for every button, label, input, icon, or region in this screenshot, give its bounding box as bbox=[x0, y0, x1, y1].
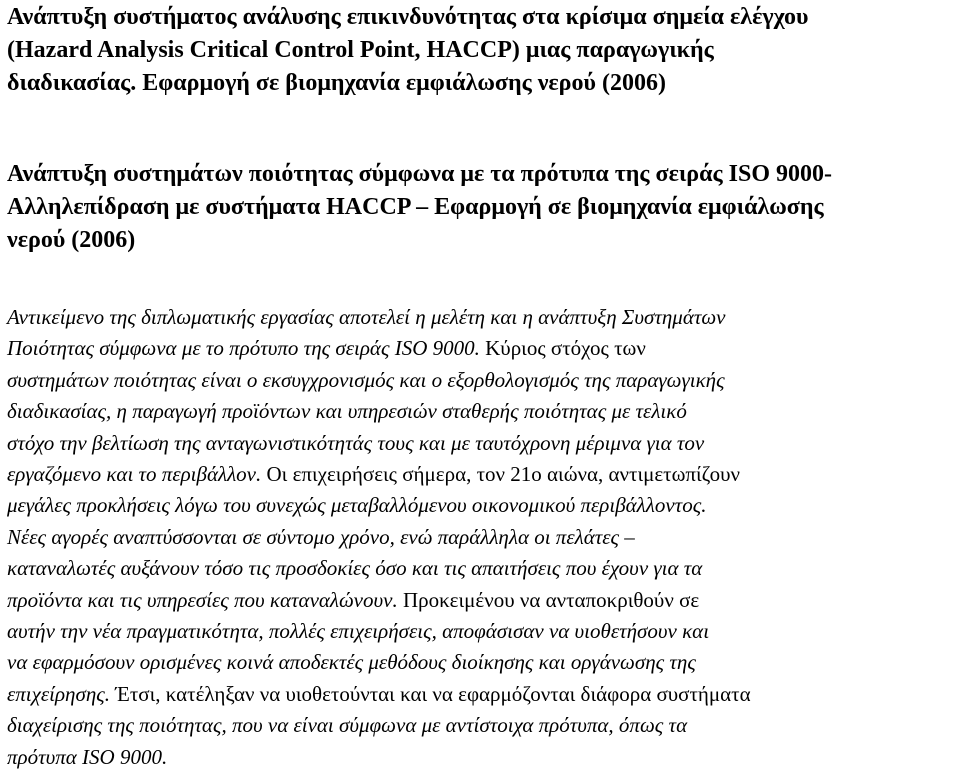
abstract-text: μεγάλες προκλήσεις λόγω του συνεχώς μεταβαλλόμενου οικονομικού περιβάλλοντος. bbox=[7, 493, 707, 518]
abstract-line bbox=[7, 302, 955, 333]
abstract-line bbox=[7, 585, 955, 616]
title-line: Ανάπτυξη συστήματος ανάλυσης επικινδυνότητας στα κρίσιμα σημεία ελέγχου bbox=[7, 4, 809, 30]
title-haccp bbox=[7, 0, 955, 100]
abstract-text: να εφαρμόσουν ορισμένες κοινά αποδεκτές μεθόδους διοίκησης και οργάνωσης της bbox=[7, 650, 696, 675]
title-line: νερού (2006) bbox=[7, 227, 136, 253]
abstract-text: πρότυπα ISO 9000. bbox=[7, 744, 168, 769]
title-line: Ανάπτυξη συστημάτων ποιότητας σύμφωνα με τα πρότυπα της σειράς ISO 9000- bbox=[7, 161, 832, 187]
abstract-text: εργαζόμενο και το περιβάλλον. bbox=[7, 462, 262, 487]
title-line: διαδικασίας. Εφαρμογή σε βιομηχανία εμφιάλωσης νερού (2006) bbox=[7, 70, 666, 96]
abstract-text: Οι επιχειρήσεις σήμερα, τον 21ο αιώνα, αντιμετωπίζουν bbox=[261, 462, 740, 487]
abstract-text: καταναλωτές αυξάνουν τόσο τις προσδοκίες όσο και τις απαιτήσεις που έχουν για τα bbox=[7, 556, 703, 581]
abstract-text: στόχο την βελτίωση της ανταγωνιστικότητάς τους και με ταυτόχρονη μέριμνα για τον bbox=[7, 430, 705, 455]
abstract-line bbox=[7, 522, 955, 553]
abstract-text: Κύριος στόχος των bbox=[479, 336, 646, 361]
abstract-line bbox=[7, 679, 955, 710]
abstract-text: Προκειμένου να ανταποκριθούν σε bbox=[397, 587, 700, 612]
abstract-line bbox=[7, 616, 955, 647]
abstract-paragraph bbox=[7, 302, 955, 773]
abstract-line bbox=[7, 396, 955, 427]
title-line: Αλληλεπίδραση με συστήματα HACCP – Εφαρμογή σε βιομηχανία εμφιάλωσης bbox=[7, 194, 824, 220]
title-iso9000 bbox=[7, 157, 955, 257]
abstract-line bbox=[7, 365, 955, 396]
title-line: (Hazard Analysis Critical Control Point, HACCP) μιας παραγωγικής bbox=[7, 37, 714, 63]
abstract-text: διαδικασίας, η παραγωγή προϊόντων και υπηρεσιών σταθερής ποιότητας με τελικό bbox=[7, 399, 687, 424]
abstract-line bbox=[7, 333, 955, 364]
abstract-line bbox=[7, 742, 955, 773]
abstract-text: συστημάτων ποιότητας είναι ο εκσυγχρονισμός και ο εξορθολογισμός της παραγωγικής bbox=[7, 367, 725, 392]
abstract-line bbox=[7, 647, 955, 678]
abstract-text: επιχείρησης. bbox=[7, 681, 111, 706]
abstract-text: Έτσι, κατέληξαν να υιοθετούνται και να εφαρμόζονται διάφορα συστήματα bbox=[110, 681, 751, 706]
abstract-text: Αντικείμενο της διπλωματικής εργασίας αποτελεί η μελέτη και η ανάπτυξη Συστημάτων bbox=[7, 305, 726, 329]
abstract-line bbox=[7, 710, 955, 741]
abstract-line bbox=[7, 459, 955, 490]
abstract-line bbox=[7, 553, 955, 584]
abstract-line bbox=[7, 428, 955, 459]
abstract-text: αυτήν την νέα πραγματικότητα, πολλές επιχειρήσεις, αποφάσισαν να υιοθετήσουν και bbox=[7, 619, 710, 644]
abstract-text: Νέες αγορές αναπτύσσονται σε σύντομο χρόνο, ενώ παράλληλα οι πελάτες – bbox=[7, 524, 635, 549]
abstract-text: διαχείρισης της ποιότητας, που να είναι σύμφωνα με αντίστοιχα πρότυπα, όπως τα bbox=[7, 713, 688, 738]
abstract-text: προϊόντα και τις υπηρεσίες που καταναλώνουν. bbox=[7, 587, 398, 612]
abstract-line bbox=[7, 490, 955, 521]
abstract-text: Ποιότητας σύμφωνα με το πρότυπο της σειράς ISO 9000. bbox=[7, 336, 480, 361]
document-page bbox=[7, 0, 955, 773]
